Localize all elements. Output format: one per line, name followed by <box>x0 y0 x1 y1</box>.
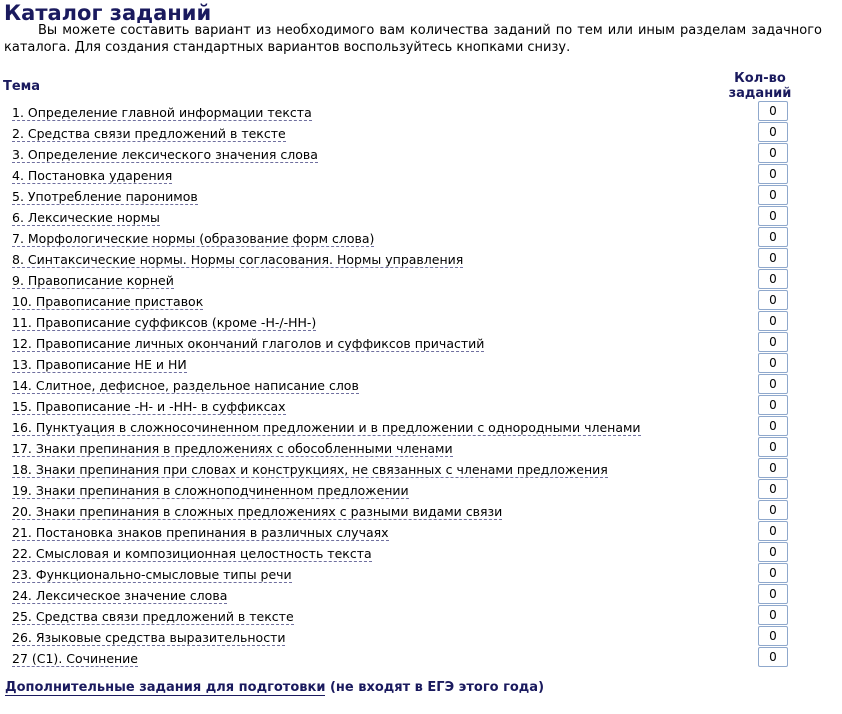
topic-row <box>0 185 842 206</box>
topic-row <box>0 395 842 416</box>
topic-row <box>0 437 842 458</box>
topic-row <box>0 353 842 374</box>
topic-link-25[interactable]: 25. Средства связи предложений в тексте <box>12 609 294 624</box>
topic-row <box>0 374 842 395</box>
column-header-topic: Тема <box>3 79 41 94</box>
topic-link-10[interactable]: 10. Правописание приставок <box>12 294 204 309</box>
topic-count-input-21[interactable] <box>758 521 788 541</box>
topic-link-13[interactable]: 13. Правописание НЕ и НИ <box>12 357 187 372</box>
topic-count-input-10[interactable] <box>758 290 788 310</box>
extra-tasks-link[interactable]: Дополнительные задания для подготовки <box>5 680 326 695</box>
topic-row <box>0 122 842 143</box>
topic-link-23[interactable]: 23. Функционально-смысловые типы речи <box>12 567 292 582</box>
topic-count-input-3[interactable] <box>758 143 788 163</box>
topic-count-input-27[interactable] <box>758 647 788 667</box>
topic-link-8[interactable]: 8. Синтаксические нормы. Нормы согласования. Нормы управления <box>12 252 464 267</box>
extra-tasks-note: (не входят в ЕГЭ этого года) <box>325 680 545 695</box>
topic-row <box>0 500 842 521</box>
topic-row <box>0 647 842 668</box>
topic-count-input-22[interactable] <box>758 542 788 562</box>
topic-link-2[interactable]: 2. Средства связи предложений в тексте <box>12 126 286 141</box>
topic-row <box>0 416 842 437</box>
topic-count-input-6[interactable] <box>758 206 788 226</box>
topic-count-input-1[interactable] <box>758 101 788 121</box>
topic-row <box>0 458 842 479</box>
topic-link-12[interactable]: 12. Правописание личных окончаний глаголов и суффиксов причастий <box>12 336 485 351</box>
topic-row <box>0 584 842 605</box>
topic-link-26[interactable]: 26. Языковые средства выразительности <box>12 630 286 645</box>
topic-link-21[interactable]: 21. Постановка знаков препинания в различных случаях <box>12 525 389 540</box>
topic-row <box>0 479 842 500</box>
topic-row <box>0 164 842 185</box>
topic-row <box>0 563 842 584</box>
topic-count-input-5[interactable] <box>758 185 788 205</box>
topic-count-input-24[interactable] <box>758 584 788 604</box>
topic-count-input-11[interactable] <box>758 311 788 331</box>
topic-link-22[interactable]: 22. Смысловая и композиционная целостность текста <box>12 546 372 561</box>
topic-count-input-2[interactable] <box>758 122 788 142</box>
topic-row <box>0 521 842 542</box>
topic-count-input-9[interactable] <box>758 269 788 289</box>
topic-count-input-8[interactable] <box>758 248 788 268</box>
topic-link-20[interactable]: 20. Знаки препинания в сложных предложениях с разными видами связи <box>12 504 503 519</box>
topic-row <box>0 248 842 269</box>
extra-tasks-line <box>5 680 544 696</box>
topic-row <box>0 206 842 227</box>
topic-link-16[interactable]: 16. Пунктуация в сложносочиненном предложении и в предложении с однородными членами <box>12 420 641 435</box>
topic-row <box>0 227 842 248</box>
topic-row <box>0 542 842 563</box>
topic-row <box>0 101 842 122</box>
topic-link-18[interactable]: 18. Знаки препинания при словах и конструкциях, не связанных с членами предложения <box>12 462 608 477</box>
topic-count-input-16[interactable] <box>758 416 788 436</box>
topic-count-input-17[interactable] <box>758 437 788 457</box>
topic-link-17[interactable]: 17. Знаки препинания в предложениях с обособленными членами <box>12 441 453 456</box>
topic-count-input-26[interactable] <box>758 626 788 646</box>
topic-link-6[interactable]: 6. Лексические нормы <box>12 210 160 225</box>
topic-link-1[interactable]: 1. Определение главной информации текста <box>12 105 312 120</box>
topic-link-3[interactable]: 3. Определение лексического значения слова <box>12 147 318 162</box>
topic-count-input-25[interactable] <box>758 605 788 625</box>
topic-row <box>0 311 842 332</box>
topic-count-input-23[interactable] <box>758 563 788 583</box>
topic-count-input-19[interactable] <box>758 479 788 499</box>
topic-row <box>0 626 842 647</box>
topic-row <box>0 290 842 311</box>
topic-count-input-15[interactable] <box>758 395 788 415</box>
topic-row <box>0 269 842 290</box>
topic-count-input-13[interactable] <box>758 353 788 373</box>
topic-link-5[interactable]: 5. Употребление паронимов <box>12 189 198 204</box>
column-header-count: Кол-во заданий <box>728 71 792 101</box>
topic-count-input-20[interactable] <box>758 500 788 520</box>
topic-count-input-18[interactable] <box>758 458 788 478</box>
topic-link-4[interactable]: 4. Постановка ударения <box>12 168 173 183</box>
intro-text: Вы можете составить вариант из необходимого вам количества заданий по тем или иным разделам задачного каталога. Для создания стандартных вариантов воспользуйтесь кнопками снизу. <box>4 23 822 55</box>
topic-row <box>0 332 842 353</box>
topic-row <box>0 143 842 164</box>
topic-link-7[interactable]: 7. Морфологические нормы (образование форм слова) <box>12 231 375 246</box>
topic-link-27[interactable]: 27 (С1). Сочинение <box>12 651 138 666</box>
topic-link-11[interactable]: 11. Правописание суффиксов (кроме -Н-/-НН-) <box>12 315 317 330</box>
topic-count-input-14[interactable] <box>758 374 788 394</box>
page-title: Каталог заданий <box>4 1 212 25</box>
topic-link-9[interactable]: 9. Правописание корней <box>12 273 174 288</box>
topic-count-input-4[interactable] <box>758 164 788 184</box>
topic-row <box>0 605 842 626</box>
topic-link-14[interactable]: 14. Слитное, дефисное, раздельное написание слов <box>12 378 359 393</box>
topic-link-19[interactable]: 19. Знаки препинания в сложноподчиненном предложении <box>12 483 409 498</box>
topic-count-input-12[interactable] <box>758 332 788 352</box>
topic-link-15[interactable]: 15. Правописание -Н- и -НН- в суффиксах <box>12 399 286 414</box>
topic-list <box>0 101 842 668</box>
topic-count-input-7[interactable] <box>758 227 788 247</box>
topic-link-24[interactable]: 24. Лексическое значение слова <box>12 588 228 603</box>
